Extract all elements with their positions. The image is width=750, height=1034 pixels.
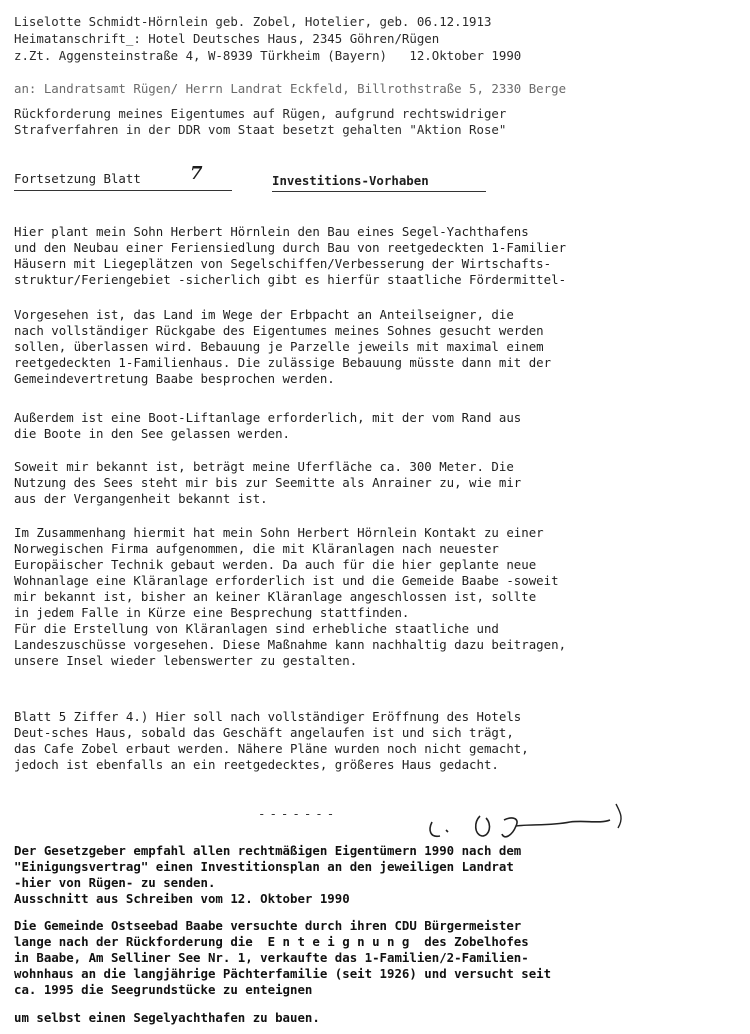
p5-line: Europäischer Technik gebaut werden. Da auch für die hier geplante neue — [14, 557, 537, 572]
sender-line-1: Liselotte Schmidt-Hörnlein geb. Zobel, Hotelier, geb. 06.12.1913 — [14, 14, 492, 29]
p5-line: Für die Erstellung von Kläranlagen sind erhebliche staatliche und — [14, 621, 499, 636]
annotation-line: wohnhaus an die langjährige Pächterfamilie (seit 1926) und versucht seit — [14, 966, 552, 981]
p5-line: mir bekannt ist, bisher an keiner Kläranlage angeschlossen ist, sollte — [14, 589, 537, 604]
section-title: Investitions-Vorhaben — [272, 173, 429, 188]
annotation-line: "Einigungsvertrag" einen Investitionsplan an den jeweiligen Landrat — [14, 859, 514, 874]
p4-line: aus der Vergangenheit bekannt ist. — [14, 491, 268, 506]
p1-line: Häusern mit Liegeplätzen von Segelschiffen/Verbesserung der Wirtschafts- — [14, 256, 552, 271]
annotation-line: Die Gemeinde Ostseebad Baabe versuchte durch ihren CDU Bürgermeister — [14, 918, 522, 933]
p1-line: Hier plant mein Sohn Herbert Hörnlein den Bau eines Segel-Yachthafens — [14, 224, 529, 239]
continuation-label: Fortsetzung Blatt — [14, 171, 141, 186]
p5-line: Wohnanlage eine Kläranlage erforderlich ist und die Gemeide Baabe -soweit — [14, 573, 559, 588]
annotation-line: um selbst einen Segelyachthafen zu bauen. — [14, 1010, 320, 1025]
annotation-line: ca. 1995 die Seegrundstücke zu enteignen — [14, 982, 313, 997]
p3-line: Außerdem ist eine Boot-Liftanlage erforderlich, mit der vom Rand aus — [14, 410, 522, 425]
continuation-underline — [14, 190, 232, 191]
subject-line-2: Strafverfahren in der DDR vom Staat besetzt gehalten "Aktion Rose" — [14, 122, 507, 137]
p1-line: und den Neubau einer Feriensiedlung durch Bau von reetgedeckten 1-Familier — [14, 240, 567, 255]
p2-line: Gemeindevertretung Baabe besprochen werden. — [14, 371, 335, 386]
divider-dashes: ------- — [258, 806, 339, 821]
annotation-line: lange nach der Rückforderung die E n t e i g n u n g des Zobelhofes — [14, 934, 529, 949]
p2-line: Vorgesehen ist, das Land im Wege der Erbpacht an Anteilseigner, die — [14, 307, 514, 322]
p2-line: nach vollständiger Rückgabe des Eigentumes meines Sohnes gesucht werden — [14, 323, 544, 338]
signature — [420, 800, 640, 844]
p5-line: unsere Insel wieder lebenswerter zu gestalten. — [14, 653, 358, 668]
annotation-line: in Baabe, Am Selliner See Nr. 1, verkaufte das 1-Familien/2-Familien- — [14, 950, 529, 965]
p3-line: die Boote in den See gelassen werden. — [14, 426, 291, 441]
p6-line: Blatt 5 Ziffer 4.) Hier soll nach vollständiger Eröffnung des Hotels — [14, 709, 522, 724]
sheet-number: 7 — [190, 163, 203, 184]
p4-line: Nutzung des Sees steht mir bis zur Seemitte als Anrainer zu, wie mir — [14, 475, 522, 490]
section-title-underline — [272, 191, 486, 192]
p4-line: Soweit mir bekannt ist, beträgt meine Uferfläche ca. 300 Meter. Die — [14, 459, 514, 474]
p5-line: Im Zusammenhang hiermit hat mein Sohn Herbert Hörnlein Kontakt zu einer — [14, 525, 544, 540]
p1-line: struktur/Feriengebiet -sicherlich gibt es hierfür staatliche Fördermittel- — [14, 272, 567, 287]
annotation-line: -hier von Rügen- zu senden. — [14, 875, 216, 890]
p2-line: reetgedeckten 1-Familienhaus. Die zulässige Bebauung müsste dann mit der — [14, 355, 552, 370]
p6-line: das Cafe Zobel erbaut werden. Nähere Pläne wurden noch nicht gemacht, — [14, 741, 529, 756]
p5-line: in jedem Falle in Kürze eine Besprechung stattfinden. — [14, 605, 410, 620]
annotation-line: Ausschnitt aus Schreiben vom 12. Oktober 1990 — [14, 891, 350, 906]
sender-line-2: Heimatanschrift_: Hotel Deutsches Haus, 2345 Göhren/Rügen — [14, 31, 440, 46]
p2-line: sollen, überlassen wird. Bebauung je Parzelle jeweils mit maximal einem — [14, 339, 544, 354]
p5-line: Landeszuschüsse vorgesehen. Diese Maßnahme kann nachhaltig dazu beitragen, — [14, 637, 567, 652]
p5-line: Norwegischen Firma aufgenommen, die mit Kläranlagen nach neuester — [14, 541, 499, 556]
subject-line-1: Rückforderung meines Eigentumes auf Rügen, aufgrund rechtswidriger — [14, 106, 507, 121]
annotation-line: Der Gesetzgeber empfahl allen rechtmäßigen Eigentümern 1990 nach dem — [14, 843, 522, 858]
p6-line: Deut-sches Haus, sobald das Geschäft angelaufen ist und sich trägt, — [14, 725, 514, 740]
sender-line-3: z.Zt. Aggensteinstraße 4, W-8939 Türkheim (Bayern) 12.Oktober 1990 — [14, 48, 522, 63]
p6-line: jedoch ist ebenfalls an ein reetgedecktes, größeres Haus gedacht. — [14, 757, 499, 772]
recipient-line: an: Landratsamt Rügen/ Herrn Landrat Eckfeld, Billrothstraße 5, 2330 Berge — [14, 81, 567, 96]
